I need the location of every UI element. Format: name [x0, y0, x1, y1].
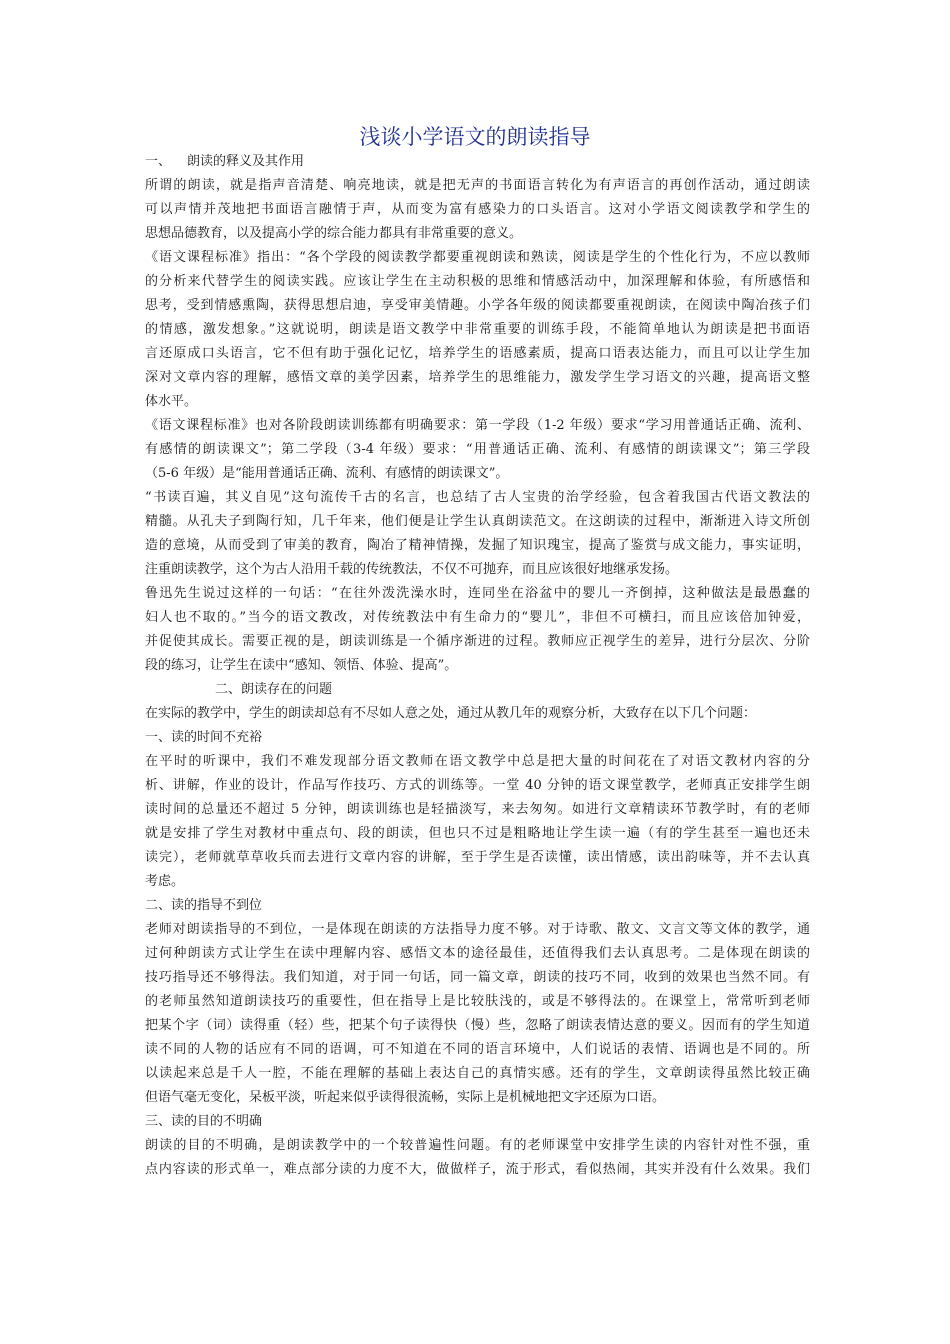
text-line: 在实际的教学中，学生的朗读却总有不尽如人意之处，通过从教几年的观察分析，大致存在以下几个问题： — [145, 706, 757, 721]
section-title: 朗读的释义及其作用 — [187, 154, 305, 169]
text-line: 深对文章内容的理解，感悟文章的美学因素，培养学生的思维能力，激发学生学习语文的兴趣，提高语文整 — [145, 370, 810, 385]
text-line: 可以声情并茂地把书面语言融情于声，从而变为富有感染力的口头语言。这对小学语文阅读教学和学生的 — [145, 202, 810, 217]
paragraph-4 — [145, 486, 810, 582]
text-line: 体水平。 — [145, 394, 198, 409]
section-number: 一、 — [145, 154, 172, 169]
text-line: 读时间的总量还不超过 5 分钟，朗读训练也是轻描淡写，来去匆匆。如进行文章精读环节教学时，有的老师 — [145, 802, 810, 817]
document-body — [145, 150, 810, 1182]
text-line: 有感情的朗读课文”；第二学段（3-4 年级）要求：“用普通话正确、流利、有感情的朗读课文”；第三学段 — [145, 442, 810, 457]
text-line: 思想品德教育，以及提高小学的综合能力都具有非常重要的意义。 — [145, 226, 523, 241]
subsection-heading-1: 一、读的时间不充裕 — [145, 730, 263, 745]
text-line: 但语气毫无变化，呆板平淡，听起来似乎读得很流畅，实际上是机械地把文字还原为口语。 — [145, 1090, 666, 1105]
text-line: 点内容读的形式单一，难点部分读的力度不大，做做样子，流于形式，看似热闹，其实并没有什么效果。我们 — [145, 1162, 810, 1177]
text-line: 析、讲解，作业的设计，作品写作技巧、方式的训练等。一堂 40 分钟的语文课堂教学，老师真正安排学生朗 — [145, 778, 810, 793]
paragraph-1 — [145, 174, 810, 246]
text-line: 造的意境，从而受到了审美的教育，陶冶了精神情操，发掘了知识瑰宝，提高了鉴赏与成文能力，事实证明， — [145, 538, 810, 553]
subsection-heading-2: 二、读的指导不到位 — [145, 898, 263, 913]
text-line: 在平时的听课中，我们不难发现部分语文教师在语文教学中总是把大量的时间花在了对语文教材内容的分 — [145, 754, 810, 769]
paragraph-5 — [145, 582, 810, 678]
text-line: 把某个字（词）读得重（轻）些，把某个句子读得快（慢）些，忽略了朗读表情达意的要义。因而有的学生知道 — [145, 1018, 810, 1033]
text-line: 的分析来代替学生的阅读实践。应该让学生在主动积极的思维和情感活动中，加深理解和体验，有所感悟和 — [145, 274, 810, 289]
paragraph-9 — [145, 1134, 810, 1182]
text-line: 思考，受到情感熏陶，获得思想启迪，享受审美情趣。小学各年级的阅读都要重视朗读，在阅读中陶冶孩子们 — [145, 298, 810, 313]
paragraph-2 — [145, 246, 810, 414]
text-line: 精髓。从孔夫子到陶行知，几千年来，他们便是让学生认真朗读范文。在这朗读的过程中，渐渐进入诗文所创 — [145, 514, 810, 529]
text-line: 所谓的朗读，就是指声音清楚、响亮地读，就是把无声的书面语言转化为有声语言的再创作活动，通过朗读 — [145, 178, 810, 193]
text-line: 技巧指导还不够得法。我们知道，对于同一句话，同一篇文章，朗读的技巧不同，收到的效果也当然不同。有 — [145, 970, 810, 985]
text-line: 《语文课程标准》指出：“各个学段的阅读教学都要重视朗读和熟读，阅读是学生的个性化行为，不应以教师 — [145, 250, 810, 265]
text-line: 的情感，激发想象。”这就说明，朗读是语文教学中非常重要的训练手段，不能简单地认为朗读是把书面语 — [145, 322, 810, 337]
text-line: （5-6 年级）是“能用普通话正确、流利、有感情的朗读课文”。 — [145, 466, 509, 481]
text-line: 以读起来总是千人一腔，不能在理解的基础上表达自己的真情实感。还有的学生，文章朗读得虽然比较正确 — [145, 1066, 810, 1081]
text-line: 言还原成口头语言，它不但有助于强化记忆，培养学生的语感素质，提高口语表达能力，而且可以让学生加 — [145, 346, 810, 361]
text-line: 考虑。 — [145, 874, 185, 889]
section-heading-2: 二、朗读存在的问题 — [215, 682, 333, 697]
text-line: 读完），老师就草草收兵而去进行文章内容的讲解，至于学生是否读懂，读出情感，读出韵味等，并不去认真 — [145, 850, 810, 865]
text-line: 朗读的目的不明确，是朗读教学中的一个较普遍性问题。有的老师课堂中安排学生读的内容针对性不强，重 — [145, 1138, 810, 1153]
subsection-heading-3: 三、读的目的不明确 — [145, 1114, 263, 1129]
section-heading-1 — [145, 150, 810, 174]
text-line: 鲁迅先生说过这样的一句话：“在往外泼洗澡水时，连同坐在浴盆中的婴儿一齐倒掉，这种做法是最愚蠢的 — [145, 586, 810, 601]
text-line: 并促使其成长。需要正视的是，朗读训练是一个循序渐进的过程。教师应正视学生的差异，进行分层次、分阶 — [145, 634, 810, 649]
text-line: 妇人也不取的。”当今的语文教改，对传统教法中有生命力的“婴儿”，非但不可横扫，而且应该倍加钟爱， — [145, 610, 810, 625]
text-line: 就是安排了学生对教材中重点句、段的朗读，但也只不过是粗略地让学生读一遍（有的学生甚至一遍也还未 — [145, 826, 810, 841]
text-line: 读不同的人物的话应有不同的语调，可不知道在不同的语言环境中，人们说话的表情、语调也是不同的。所 — [145, 1042, 810, 1057]
text-line: 的老师虽然知道朗读技巧的重要性，但在指导上是比较肤浅的，或是不够得法的。在课堂上，常常听到老师 — [145, 994, 810, 1009]
text-line: 过何种朗读方式让学生在读中理解内容、感悟文本的途径最佳，还值得我们去认真思考。二是体现在朗读的 — [145, 946, 810, 961]
text-line: 段的练习，让学生在读中“感知、领悟、体验、提高”。 — [145, 658, 458, 673]
text-line: 《语文课程标准》也对各阶段朗读训练都有明确要求：第一学段（1-2 年级）要求“学习用普通话正确、流利、 — [145, 418, 810, 433]
text-line: 老师对朗读指导的不到位，一是体现在朗读的方法指导力度不够。对于诗歌、散文、文言文等文体的教学，通 — [145, 922, 810, 937]
paragraph-8 — [145, 918, 810, 1110]
paragraph-6 — [145, 702, 810, 726]
paragraph-7 — [145, 750, 810, 894]
document-title: 浅谈小学语文的朗读指导 — [359, 125, 591, 149]
text-line: “书读百遍，其义自见”这句流传千古的名言，也总结了古人宝贵的治学经验，包含着我国古代语文教法的 — [145, 490, 810, 505]
paragraph-3 — [145, 414, 810, 486]
text-line: 注重朗读教学，这个为古人沿用千载的传统教法，不仅不可抛弃，而且应该很好地继承发扬。 — [145, 562, 679, 577]
